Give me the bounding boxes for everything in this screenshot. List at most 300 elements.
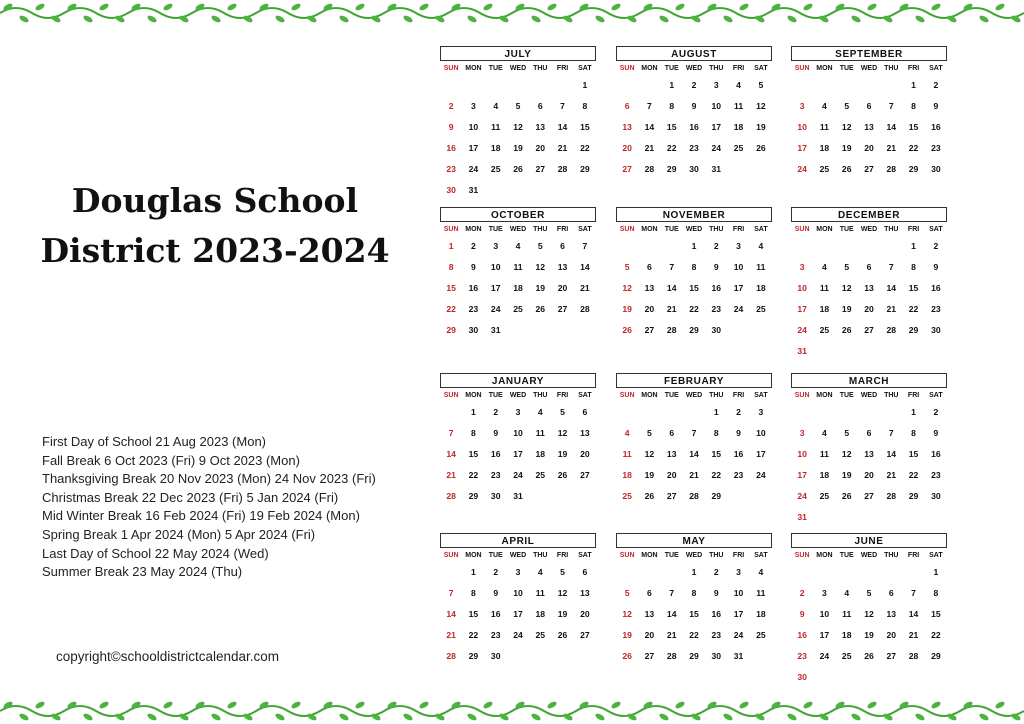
day-cell: 3: [493, 241, 499, 251]
day-cell: 28: [557, 164, 568, 174]
month-january: [440, 373, 596, 533]
weekday-label: FRI: [907, 65, 920, 72]
day-cell: 20: [535, 143, 546, 153]
day-cell: 30: [931, 491, 941, 501]
day-cell: 21: [666, 304, 677, 314]
empty-day-cell: [858, 562, 880, 583]
weekday-label: WED: [509, 65, 527, 72]
days-grid: [791, 562, 947, 688]
day-cell: 12: [535, 262, 546, 272]
weekday-label: THU: [884, 65, 899, 72]
day-cell: 22: [908, 470, 919, 480]
weekday-label: SUN: [443, 552, 459, 559]
day-cell: 17: [711, 122, 722, 132]
weekday-label: MON: [816, 552, 833, 559]
empty-day-cell: [880, 75, 902, 96]
day-cell: 11: [842, 609, 852, 619]
event-item: First Day of School 21 Aug 2023 (Mon): [42, 434, 267, 449]
weekday-label: THU: [884, 226, 899, 233]
days-grid: [440, 75, 596, 201]
weekday-label: SUN: [619, 226, 635, 233]
day-cell: 26: [622, 651, 632, 661]
weekday-label: SUN: [794, 65, 810, 72]
month-title: JUNE: [791, 533, 947, 548]
day-cell: 8: [933, 588, 939, 598]
day-cell: 10: [756, 428, 766, 438]
day-cell: 16: [711, 283, 722, 293]
weekday-label: SAT: [754, 226, 768, 233]
day-cell: 7: [560, 101, 565, 111]
day-cell: 7: [582, 241, 588, 251]
day-cell: 8: [582, 101, 588, 111]
weekday-label: TUE: [839, 65, 854, 72]
day-cell: 24: [819, 651, 830, 661]
empty-day-cell: [880, 562, 902, 583]
empty-day-cell: [813, 75, 835, 96]
day-cell: 6: [537, 101, 543, 111]
day-cell: 8: [691, 588, 697, 598]
day-cell: 8: [448, 262, 454, 272]
weekday-header: [616, 63, 772, 75]
day-cell: 3: [713, 80, 719, 90]
day-cell: 1: [669, 80, 675, 90]
day-cell: 7: [691, 428, 697, 438]
day-cell: 5: [647, 428, 652, 438]
day-cell: 9: [448, 122, 454, 132]
day-cell: 11: [819, 122, 829, 132]
day-cell: 16: [446, 143, 456, 153]
day-cell: 14: [886, 283, 897, 293]
day-cell: 27: [644, 651, 655, 661]
day-cell: 18: [756, 609, 766, 619]
empty-day-cell: [858, 236, 880, 257]
day-cell: 28: [644, 164, 655, 174]
weekday-label: SAT: [578, 226, 592, 233]
day-cell: 23: [733, 470, 744, 480]
day-cell: 28: [666, 651, 677, 661]
day-cell: 12: [756, 101, 766, 111]
weekday-header: [440, 63, 596, 75]
weekday-label: FRI: [907, 226, 920, 233]
day-cell: 7: [448, 428, 454, 438]
day-cell: 14: [886, 122, 897, 132]
day-cell: 8: [911, 262, 916, 272]
day-cell: 27: [557, 304, 568, 314]
month-title: SEPTEMBER: [791, 46, 947, 61]
empty-day-cell: [858, 75, 880, 96]
day-cell: 12: [841, 122, 852, 132]
day-cell: 4: [493, 101, 499, 111]
day-cell: 14: [446, 449, 456, 459]
event-item: Summer Break 23 May 2024 (Thu): [42, 564, 243, 580]
day-cell: 27: [580, 470, 590, 480]
day-cell: 9: [933, 262, 939, 272]
day-cell: 12: [513, 122, 523, 132]
day-cell: 21: [886, 304, 897, 314]
weekday-label: WED: [860, 392, 878, 399]
day-cell: 5: [844, 101, 850, 111]
days-grid: [791, 236, 947, 362]
event-item: Spring Break 1 Apr 2024 (Mon) 5 Apr 2024 (Fri): [42, 526, 316, 542]
weekday-label: SUN: [619, 392, 635, 399]
day-cell: 18: [819, 304, 830, 314]
day-cell: 9: [493, 588, 499, 598]
day-cell: 12: [841, 283, 852, 293]
day-cell: 2: [713, 241, 719, 251]
month-title: APRIL: [440, 533, 596, 548]
day-cell: 25: [513, 304, 523, 314]
day-cell: 21: [446, 630, 456, 640]
day-cell: 23: [931, 304, 941, 314]
weekday-label: MON: [465, 392, 482, 399]
day-cell: 3: [515, 407, 521, 417]
weekday-label: WED: [509, 226, 527, 233]
empty-day-cell: [616, 236, 638, 257]
weekday-header: [440, 224, 596, 236]
day-cell: 14: [557, 122, 568, 132]
day-cell: 13: [666, 449, 677, 459]
day-cell: 22: [446, 304, 456, 314]
day-cell: 27: [535, 164, 546, 174]
empty-day-cell: [616, 562, 638, 583]
day-cell: 10: [819, 609, 830, 619]
day-cell: 2: [713, 567, 719, 577]
month-title: MAY: [616, 533, 772, 548]
day-cell: 26: [513, 164, 523, 174]
day-cell: 15: [689, 283, 699, 293]
day-cell: 27: [864, 164, 874, 174]
event-item: Mid Winter Break 16 Feb 2024 (Fri) 19 Feb 2024 (Mon): [42, 508, 360, 524]
day-cell: 5: [515, 101, 521, 111]
day-cell: 7: [888, 262, 894, 272]
weekday-label: MON: [641, 552, 658, 559]
day-cell: 10: [733, 262, 744, 272]
day-cell: 20: [622, 143, 632, 153]
day-cell: 28: [908, 651, 919, 661]
day-cell: 19: [622, 304, 632, 314]
month-title: DECEMBER: [791, 207, 947, 222]
day-cell: 13: [864, 122, 874, 132]
weekday-label: FRI: [732, 226, 745, 233]
day-cell: 14: [886, 449, 897, 459]
day-cell: 18: [756, 283, 766, 293]
days-grid: [616, 562, 772, 667]
weekday-label: SAT: [754, 65, 768, 72]
empty-day-cell: [836, 402, 858, 423]
weekday-label: FRI: [732, 552, 745, 559]
day-cell: 12: [644, 449, 655, 459]
day-cell: 18: [841, 630, 852, 640]
day-cell: 10: [733, 588, 744, 598]
day-cell: 4: [537, 407, 543, 417]
month-july: [440, 46, 596, 206]
weekday-label: FRI: [556, 552, 569, 559]
day-cell: 22: [468, 470, 479, 480]
days-grid: [791, 402, 947, 528]
day-cell: 26: [864, 651, 874, 661]
day-cell: 17: [513, 609, 523, 619]
day-cell: 22: [908, 143, 919, 153]
day-cell: 3: [736, 241, 741, 251]
month-title: MARCH: [791, 373, 947, 388]
day-cell: 10: [490, 262, 501, 272]
day-cell: 18: [819, 470, 830, 480]
day-cell: 9: [933, 101, 939, 111]
day-cell: 20: [644, 304, 655, 314]
weekday-label: SAT: [929, 65, 943, 72]
day-cell: 11: [535, 428, 545, 438]
day-cell: 26: [756, 143, 766, 153]
day-cell: 1: [933, 567, 939, 577]
empty-day-cell: [836, 75, 858, 96]
day-cell: 5: [537, 241, 543, 251]
day-cell: 16: [468, 283, 479, 293]
weekday-label: TUE: [488, 392, 503, 399]
day-cell: 6: [647, 588, 652, 598]
day-cell: 8: [713, 428, 719, 438]
day-cell: 2: [691, 80, 697, 90]
empty-day-cell: [791, 402, 813, 423]
month-title: JANUARY: [440, 373, 596, 388]
event-item: Last Day of School 22 May 2024 (Wed): [42, 545, 269, 561]
day-cell: 17: [733, 609, 744, 619]
day-cell: 24: [797, 325, 807, 335]
weekday-label: TUE: [664, 392, 679, 399]
weekday-label: SUN: [794, 552, 810, 559]
weekday-label: MON: [641, 392, 658, 399]
day-cell: 27: [644, 325, 655, 335]
day-cell: 23: [931, 470, 941, 480]
weekday-label: TUE: [839, 392, 854, 399]
empty-day-cell: [813, 236, 835, 257]
day-cell: 10: [468, 122, 479, 132]
day-cell: 31: [490, 325, 501, 335]
day-cell: 23: [711, 630, 722, 640]
day-cell: 21: [557, 143, 568, 153]
day-cell: 8: [911, 428, 916, 438]
weekday-label: SUN: [443, 226, 459, 233]
day-cell: 5: [560, 407, 565, 417]
day-cell: 26: [644, 491, 655, 501]
day-cell: 5: [624, 588, 630, 598]
weekday-header: [616, 390, 772, 402]
day-cell: 16: [689, 122, 699, 132]
weekday-label: MON: [465, 552, 482, 559]
day-cell: 26: [841, 325, 852, 335]
weekday-label: WED: [509, 552, 527, 559]
weekday-label: THU: [884, 552, 899, 559]
day-cell: 20: [644, 630, 655, 640]
day-cell: 19: [841, 143, 852, 153]
weekday-label: TUE: [664, 65, 679, 72]
day-cell: 29: [711, 491, 722, 501]
month-october: [440, 207, 596, 367]
empty-day-cell: [880, 236, 902, 257]
weekday-label: SAT: [578, 392, 592, 399]
day-cell: 17: [797, 470, 807, 480]
day-cell: 16: [490, 609, 501, 619]
weekday-header: [440, 550, 596, 562]
day-cell: 15: [689, 609, 699, 619]
day-cell: 12: [864, 609, 874, 619]
day-cell: 9: [933, 428, 939, 438]
day-cell: 18: [535, 609, 546, 619]
day-cell: 1: [471, 567, 476, 577]
day-cell: 26: [622, 325, 632, 335]
day-cell: 12: [557, 588, 568, 598]
weekday-header: [440, 390, 596, 402]
weekday-label: FRI: [556, 226, 569, 233]
day-cell: 25: [819, 491, 830, 501]
month-november: [616, 207, 772, 367]
day-cell: 10: [797, 283, 807, 293]
weekday-header: [791, 390, 947, 402]
day-cell: 17: [756, 449, 766, 459]
day-cell: 9: [691, 101, 697, 111]
day-cell: 31: [733, 651, 744, 661]
days-grid: [791, 75, 947, 180]
title-line-2: District 2023-2024: [40, 231, 390, 270]
day-cell: 11: [756, 262, 766, 272]
day-cell: 8: [471, 428, 476, 438]
day-cell: 30: [711, 651, 722, 661]
day-cell: 22: [580, 143, 590, 153]
day-cell: 28: [886, 491, 897, 501]
month-march: [791, 373, 947, 533]
day-cell: 30: [711, 325, 722, 335]
day-cell: 28: [580, 304, 590, 314]
day-cell: 24: [756, 470, 766, 480]
day-cell: 7: [888, 101, 894, 111]
day-cell: 22: [689, 304, 699, 314]
day-cell: 1: [471, 407, 476, 417]
day-cell: 17: [797, 304, 807, 314]
day-cell: 4: [515, 241, 521, 251]
day-cell: 18: [733, 122, 744, 132]
day-cell: 10: [513, 588, 523, 598]
day-cell: 17: [797, 143, 807, 153]
day-cell: 3: [515, 567, 521, 577]
day-cell: 22: [711, 470, 722, 480]
day-cell: 15: [908, 283, 919, 293]
empty-day-cell: [813, 562, 835, 583]
day-cell: 1: [911, 80, 916, 90]
day-cell: 31: [711, 164, 722, 174]
day-cell: 17: [513, 449, 523, 459]
day-cell: 19: [513, 143, 523, 153]
day-cell: 7: [448, 588, 454, 598]
day-cell: 25: [733, 143, 744, 153]
weekday-label: WED: [509, 392, 527, 399]
empty-day-cell: [638, 402, 660, 423]
day-cell: 30: [689, 164, 699, 174]
day-cell: 14: [666, 283, 677, 293]
day-cell: 28: [689, 491, 699, 501]
weekday-label: SAT: [754, 552, 768, 559]
day-cell: 13: [644, 283, 655, 293]
day-cell: 21: [886, 470, 897, 480]
day-cell: 25: [756, 630, 766, 640]
day-cell: 26: [841, 491, 852, 501]
day-cell: 20: [666, 470, 677, 480]
day-cell: 6: [866, 428, 872, 438]
day-cell: 6: [866, 101, 872, 111]
day-cell: 1: [582, 80, 588, 90]
day-cell: 18: [513, 283, 523, 293]
weekday-label: MON: [816, 392, 833, 399]
day-cell: 11: [513, 262, 523, 272]
top-vine-border: [0, 0, 1024, 26]
weekday-label: SAT: [578, 552, 592, 559]
day-cell: 6: [669, 428, 675, 438]
day-cell: 23: [468, 304, 479, 314]
month-title: FEBRUARY: [616, 373, 772, 388]
day-cell: 4: [822, 262, 827, 272]
day-cell: 30: [797, 672, 807, 682]
days-grid: [440, 402, 596, 507]
weekday-label: THU: [884, 392, 899, 399]
weekday-label: WED: [860, 65, 878, 72]
day-cell: 28: [666, 325, 677, 335]
day-cell: 10: [711, 101, 722, 111]
day-cell: 17: [819, 630, 830, 640]
day-cell: 15: [908, 122, 919, 132]
day-cell: 23: [446, 164, 456, 174]
day-cell: 8: [911, 101, 916, 111]
month-title: AUGUST: [616, 46, 772, 61]
day-cell: 11: [535, 588, 545, 598]
day-cell: 11: [622, 449, 632, 459]
day-cell: 15: [468, 449, 479, 459]
day-cell: 24: [733, 630, 744, 640]
day-cell: 27: [666, 491, 677, 501]
day-cell: 25: [622, 491, 632, 501]
empty-day-cell: [638, 75, 660, 96]
month-april: [440, 533, 596, 693]
day-cell: 4: [624, 428, 630, 438]
day-cell: 15: [468, 609, 479, 619]
day-cell: 3: [822, 588, 827, 598]
weekday-label: THU: [533, 226, 548, 233]
weekday-label: WED: [685, 552, 703, 559]
empty-day-cell: [462, 75, 484, 96]
day-cell: 29: [468, 651, 479, 661]
day-cell: 2: [471, 241, 476, 251]
day-cell: 16: [733, 449, 744, 459]
weekday-label: TUE: [488, 552, 503, 559]
day-cell: 14: [446, 609, 456, 619]
empty-day-cell: [638, 562, 660, 583]
day-cell: 6: [624, 101, 630, 111]
weekday-label: WED: [860, 552, 878, 559]
day-cell: 25: [535, 470, 546, 480]
days-grid: [616, 402, 772, 507]
empty-day-cell: [791, 75, 813, 96]
day-cell: 26: [841, 164, 852, 174]
day-cell: 9: [713, 588, 719, 598]
day-cell: 30: [446, 185, 456, 195]
day-cell: 2: [493, 407, 499, 417]
month-september: [791, 46, 947, 206]
day-cell: 2: [933, 407, 939, 417]
weekday-label: FRI: [732, 392, 745, 399]
day-cell: 21: [689, 470, 699, 480]
day-cell: 10: [513, 428, 523, 438]
day-cell: 15: [711, 449, 722, 459]
day-cell: 20: [557, 283, 568, 293]
empty-day-cell: [551, 75, 573, 96]
weekday-label: FRI: [556, 392, 569, 399]
